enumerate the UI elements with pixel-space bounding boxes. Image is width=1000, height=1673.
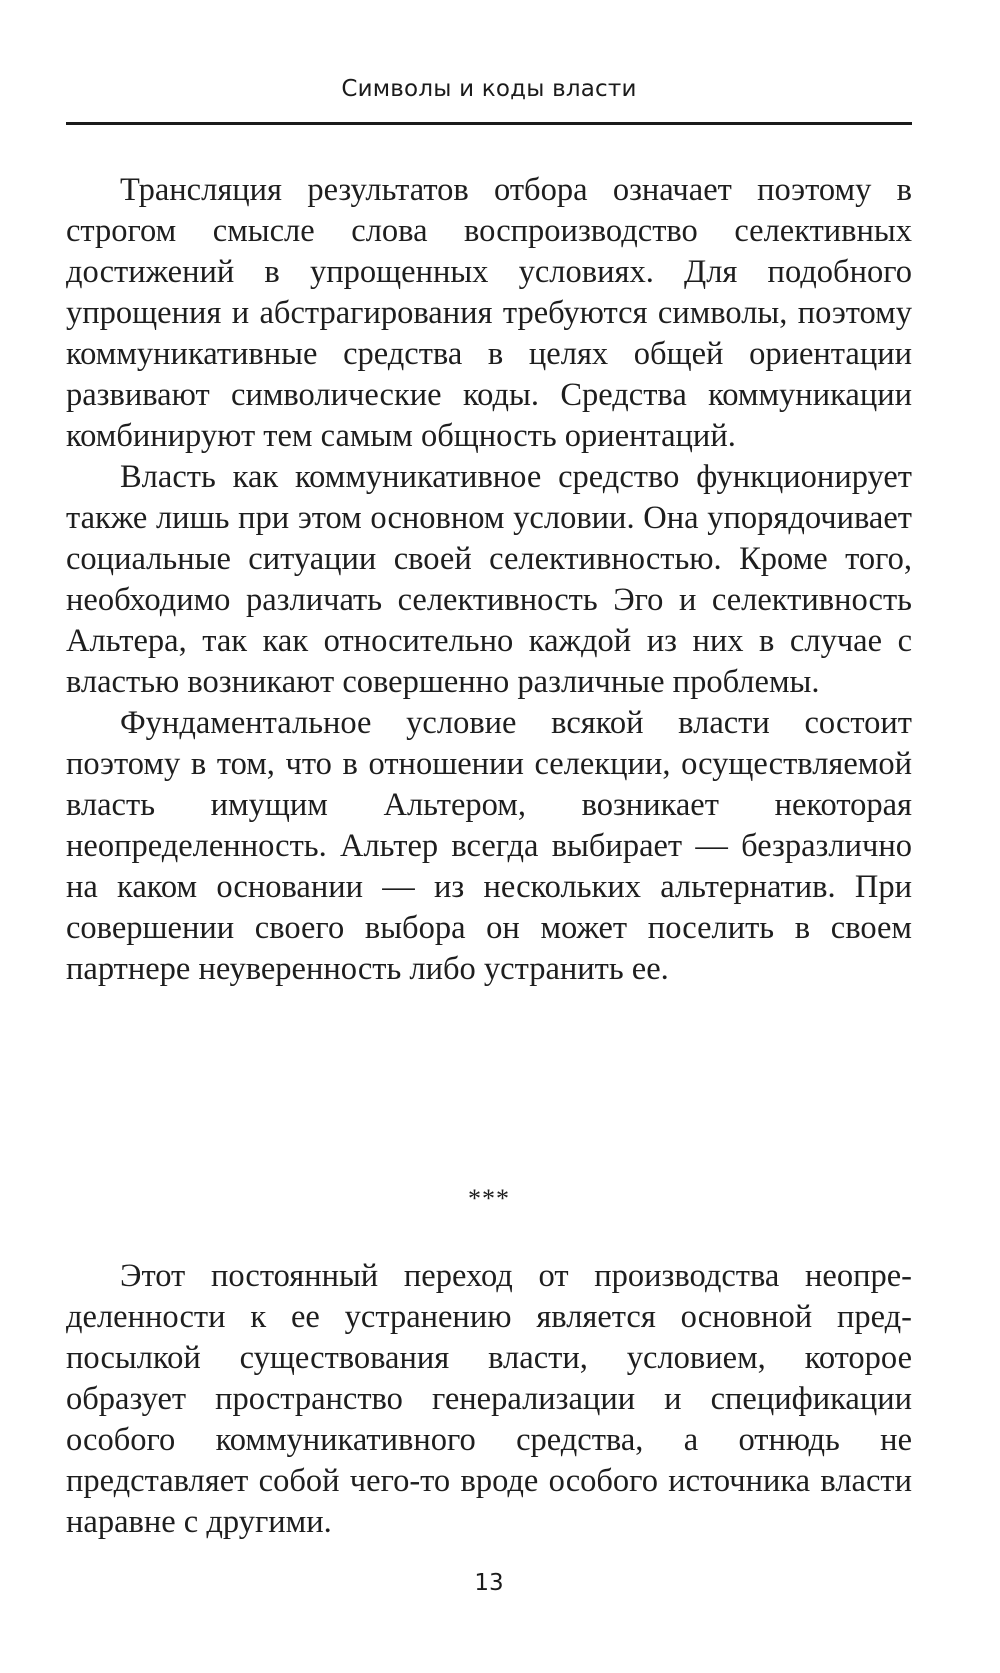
header-rule bbox=[66, 122, 912, 125]
paragraph: Этот постоянный переход от производства неопределенности к ее устранению является основной предпосылкой существования власти, условием, которое образует пространство генерализации и спецификации особого коммуникативного средства, а отнюдь не представляет собой чего-то вроде особого источника власти наравне с другими. bbox=[66, 1258, 912, 1540]
page-number: 13 bbox=[474, 1570, 504, 1596]
paragraph: Власть как коммуникативное средство функционирует также лишь при этом основном условии. Она упорядочивает социальные ситуации своей селективностью. Кроме того, необходимо различать селективность Эго и селективность Альтера, так как относительно каждой из них в случае с властью возникают совершенно различные проблемы. bbox=[66, 459, 912, 700]
text-block-main bbox=[66, 170, 912, 990]
section-separator: *** bbox=[468, 1184, 510, 1213]
running-title: Символы и коды власти bbox=[341, 76, 637, 102]
paragraph: Фундаментальное условие всякой власти состоит поэтому в том, что в отношении селекции, осуществляемой власть имущим Альтером, возникает некоторая неопределенность. Альтер всегда выбирает — безразлично на каком основании — из нескольких альтернатив. При совершении своего выбора он может поселить в своем партнере неуверенность либо устранить ее. bbox=[66, 705, 912, 987]
text-block-after-separator bbox=[66, 1256, 912, 1543]
paragraph: Трансляция результатов отбора означает поэтому в строгом смысле слова воспроизводство селективных достижений в упрощенных условиях. Для подобного упрощения и абстрагирования требуются символы, поэтому коммуникативные средства в целях общей ориентации развивают символические коды. Средства коммуникации комбинируют тем самым общность ориентаций. bbox=[66, 172, 912, 454]
